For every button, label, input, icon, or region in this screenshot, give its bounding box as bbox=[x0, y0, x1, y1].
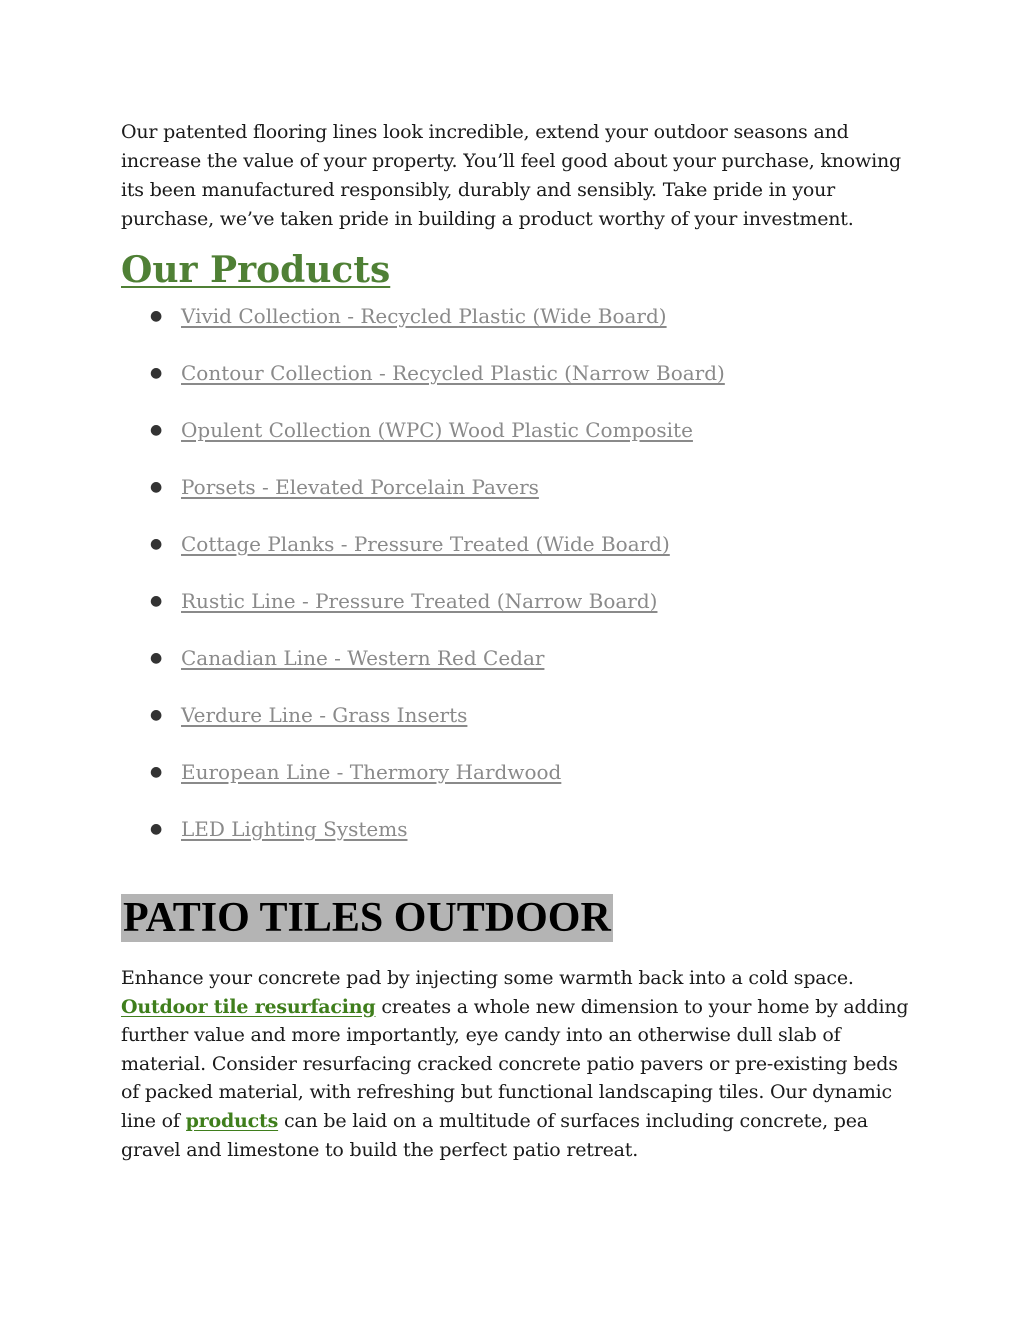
section-heading: PATIO TILES OUTDOOR bbox=[123, 895, 611, 941]
product-list-item bbox=[121, 587, 911, 644]
products-link[interactable]: products bbox=[185, 1109, 279, 1132]
paragraph-text-2: creates a whole new dimension to your home by adding further value and more importantly, eye candy into an otherwise dull slab of material. Consider resurfacing cracked concrete patio pavers or pre-existing beds of packed material, with refreshing but functional landscaping tiles. Our dynamic line of bbox=[121, 995, 909, 1132]
product-link-rustic[interactable]: Rustic Line - Pressure Treated (Narrow Board) bbox=[181, 589, 658, 613]
bullet-icon: ● bbox=[150, 650, 163, 666]
product-list-item bbox=[121, 359, 911, 416]
product-link-porsets[interactable]: Porsets - Elevated Porcelain Pavers bbox=[181, 475, 539, 499]
bullet-icon: ● bbox=[150, 536, 163, 552]
product-link-vivid[interactable]: Vivid Collection - Recycled Plastic (Wide Board) bbox=[181, 304, 667, 328]
bullet-icon: ● bbox=[150, 593, 163, 609]
product-list-item bbox=[121, 701, 911, 758]
product-link-led[interactable]: LED Lighting Systems bbox=[181, 817, 408, 841]
intro-paragraph: Our patented flooring lines look incredible, extend your outdoor seasons and increase the value of your property. You’ll feel good about your purchase, knowing its been manufactured responsibly, durably and sensibly. Take pride in your purchase, we’ve taken pride in building a product worthy of your investment. bbox=[121, 121, 901, 230]
bullet-icon: ● bbox=[150, 308, 163, 324]
product-list-item bbox=[121, 416, 911, 473]
product-link-european[interactable]: European Line - Thermory Hardwood bbox=[181, 760, 562, 784]
product-link-contour[interactable]: Contour Collection - Recycled Plastic (Narrow Board) bbox=[181, 361, 725, 385]
product-list-item bbox=[121, 473, 911, 530]
product-list-item bbox=[121, 644, 911, 701]
bullet-icon: ● bbox=[150, 821, 163, 837]
product-link-verdure[interactable]: Verdure Line - Grass Inserts bbox=[181, 703, 468, 727]
product-list-item bbox=[121, 530, 911, 587]
bullet-icon: ● bbox=[150, 764, 163, 780]
product-link-cottage[interactable]: Cottage Planks - Pressure Treated (Wide Board) bbox=[181, 532, 670, 556]
paragraph-text-3: can be laid on a multitude of surfaces including concrete, pea gravel and limestone to build the perfect patio retreat. bbox=[121, 1109, 868, 1161]
product-list bbox=[121, 302, 911, 872]
outdoor-tile-resurfacing-link[interactable]: Outdoor tile resurfacing bbox=[121, 995, 376, 1018]
product-list-item bbox=[121, 758, 911, 815]
document-page bbox=[121, 118, 911, 1164]
product-list-item bbox=[121, 302, 911, 359]
bullet-icon: ● bbox=[150, 365, 163, 381]
product-link-canadian[interactable]: Canadian Line - Western Red Cedar bbox=[181, 646, 545, 670]
products-heading: Our Products bbox=[121, 249, 391, 291]
bullet-icon: ● bbox=[150, 707, 163, 723]
bullet-icon: ● bbox=[150, 479, 163, 495]
patio-paragraph bbox=[121, 964, 911, 1164]
product-list-item bbox=[121, 815, 911, 872]
product-link-opulent[interactable]: Opulent Collection (WPC) Wood Plastic Composite bbox=[181, 418, 693, 442]
paragraph-text-1: Enhance your concrete pad by injecting some warmth back into a cold space. bbox=[121, 967, 854, 989]
bullet-icon: ● bbox=[150, 422, 163, 438]
